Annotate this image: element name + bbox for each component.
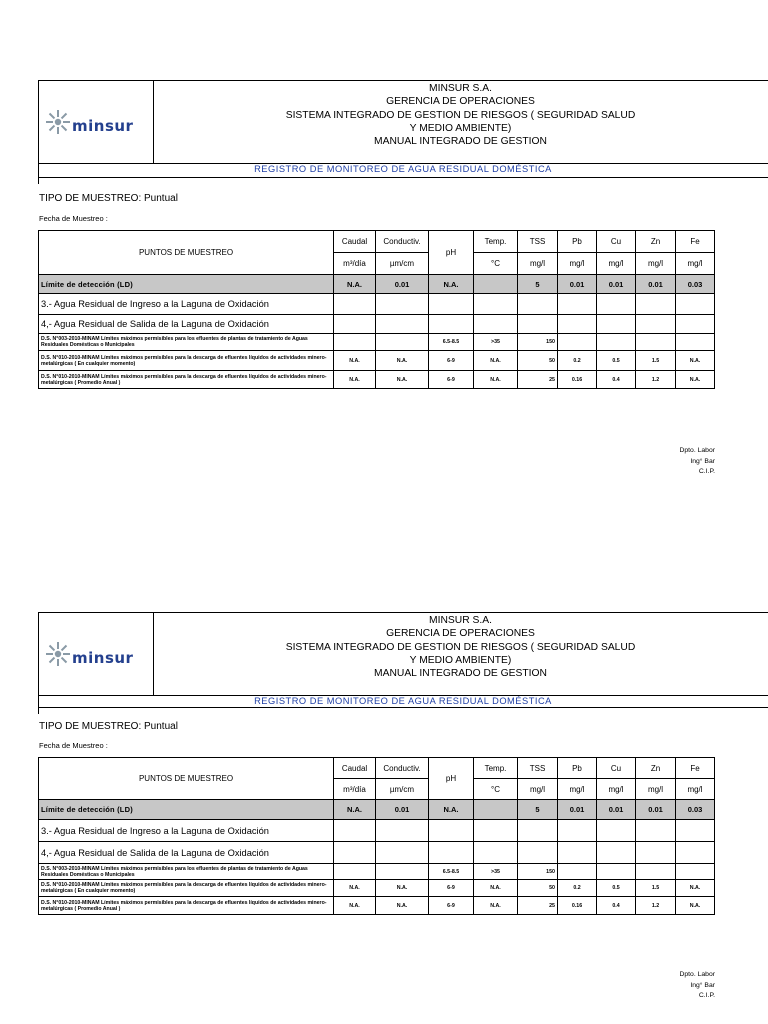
conductiv-unit: µm/cm bbox=[376, 253, 429, 275]
table-cell: 0.2 bbox=[558, 880, 597, 897]
table-row bbox=[39, 880, 715, 897]
department: GERENCIA DE OPERACIONES bbox=[386, 96, 535, 108]
form-1 bbox=[38, 80, 768, 386]
signature-name: Ing° Bar bbox=[690, 981, 715, 989]
fe-unit: mg/l bbox=[676, 779, 715, 800]
table-cell bbox=[334, 334, 376, 351]
point-4-label: 4,- Agua Residual de Salida de la Laguna de Oxidación bbox=[39, 842, 334, 864]
tss-header: TSS bbox=[518, 758, 558, 779]
table-cell: 0.01 bbox=[597, 275, 636, 294]
table-cell: 0.5 bbox=[597, 351, 636, 371]
table-cell: 6-9 bbox=[429, 371, 474, 389]
table-cell: 0.01 bbox=[636, 800, 676, 820]
cu-unit: mg/l bbox=[597, 779, 636, 800]
header-titles bbox=[153, 614, 768, 680]
zn-unit: mg/l bbox=[636, 253, 676, 275]
table-cell: 0.2 bbox=[558, 351, 597, 371]
monitoring-table bbox=[38, 230, 715, 389]
signature-dept: Dpto. Labor bbox=[679, 971, 715, 978]
table-cell: 5 bbox=[518, 275, 558, 294]
conductiv-header: Conductiv. bbox=[376, 231, 429, 253]
header-block bbox=[38, 612, 768, 696]
caudal-header: Caudal bbox=[334, 758, 376, 779]
table-row bbox=[39, 315, 715, 334]
table-cell bbox=[376, 334, 429, 351]
table-cell: N.A. bbox=[676, 371, 715, 389]
caudal-unit: m³/día bbox=[334, 253, 376, 275]
table-cell: N.A. bbox=[474, 371, 518, 389]
table-cell: 1.5 bbox=[636, 351, 676, 371]
temp-header: Temp. bbox=[474, 231, 518, 253]
table-cell: 6-9 bbox=[429, 880, 474, 897]
divider bbox=[38, 707, 768, 708]
puntos-header: PUNTOS DE MUESTREO bbox=[39, 758, 334, 800]
table-row bbox=[39, 864, 715, 880]
table-cell: N.A. bbox=[334, 371, 376, 389]
table-row bbox=[39, 897, 715, 915]
signature-block bbox=[660, 446, 715, 478]
table-cell: N.A. bbox=[429, 800, 474, 820]
ph-header: pH bbox=[429, 231, 474, 275]
table-cell: 0.01 bbox=[558, 800, 597, 820]
minsur-logo bbox=[45, 639, 149, 671]
table-cell bbox=[636, 864, 676, 880]
table-cell: 0.01 bbox=[376, 275, 429, 294]
table-cell: 0.03 bbox=[676, 275, 715, 294]
table-cell: N.A. bbox=[376, 371, 429, 389]
table-cell: 1.2 bbox=[636, 897, 676, 915]
table-cell: 0.01 bbox=[597, 800, 636, 820]
table-cell: 6.5-8.5 bbox=[429, 334, 474, 351]
fecha-muestreo: Fecha de Muestreo : bbox=[39, 741, 108, 750]
pb-header: Pb bbox=[558, 231, 597, 253]
zn-header: Zn bbox=[636, 758, 676, 779]
puntos-header: PUNTOS DE MUESTREO bbox=[39, 231, 334, 275]
table-cell: N.A. bbox=[334, 275, 376, 294]
cu-header: Cu bbox=[597, 758, 636, 779]
system-line-2: Y MEDIO AMBIENTE) bbox=[409, 122, 512, 134]
table-cell: 6-9 bbox=[429, 897, 474, 915]
system-line-1: SISTEMA INTEGRADO DE GESTION DE RIESGOS ( SEGURIDAD SALUD bbox=[285, 109, 636, 121]
manual-title: MANUAL INTEGRADO DE GESTION bbox=[374, 668, 547, 680]
table-cell bbox=[334, 864, 376, 880]
table-cell: 1.5 bbox=[636, 880, 676, 897]
system-line-2: Y MEDIO AMBIENTE) bbox=[409, 654, 512, 666]
table-row bbox=[39, 371, 715, 389]
table-cell: 0.01 bbox=[636, 275, 676, 294]
table-row bbox=[39, 842, 715, 864]
signature-block bbox=[660, 970, 715, 1002]
signature-cip: C.I.P. bbox=[698, 992, 715, 999]
zn-unit: mg/l bbox=[636, 779, 676, 800]
table-cell: N.A. bbox=[376, 897, 429, 915]
temp-unit: °C bbox=[474, 779, 518, 800]
registro-title: REGISTRO DE MONITOREO DE AGUA RESIDUAL DOMÉSTICA bbox=[254, 164, 552, 174]
temp-header: Temp. bbox=[474, 758, 518, 779]
table-cell: >35 bbox=[474, 864, 518, 880]
conductiv-header: Conductiv. bbox=[376, 758, 429, 779]
pb-header: Pb bbox=[558, 758, 597, 779]
cu-unit: mg/l bbox=[597, 253, 636, 275]
company-name: MINSUR S.A. bbox=[429, 615, 492, 626]
table-cell bbox=[636, 334, 676, 351]
ds-010-any-time-label: D.S. N°010-2010-MINAM Límites máximos permisibles para la descarga de efluentes líquidos de actividades minero-metalúrgicas ( En cualquier momento) bbox=[39, 880, 334, 897]
monitoring-table bbox=[38, 757, 715, 915]
ds-010-annual-label: D.S. N°010-2010-MINAM Límites máximos permisibles para la descarga de efluentes líquidos de actividades minero-metalúrgicas ( Promedio Anual ) bbox=[39, 897, 334, 915]
table-cell: 50 bbox=[518, 351, 558, 371]
table-cell: 25 bbox=[518, 897, 558, 915]
ld-row bbox=[39, 800, 715, 820]
ld-label: Límite de detección (LD) bbox=[39, 800, 334, 820]
minsur-logo bbox=[45, 107, 149, 139]
ph-header: pH bbox=[429, 758, 474, 800]
point-4-label: 4,- Agua Residual de Salida de la Laguna de Oxidación bbox=[39, 315, 334, 334]
logo-cell bbox=[38, 81, 154, 163]
fecha-muestreo: Fecha de Muestreo : bbox=[39, 214, 108, 223]
company-name: MINSUR S.A. bbox=[429, 83, 492, 94]
table-cell: 1.2 bbox=[636, 371, 676, 389]
conductiv-unit: µm/cm bbox=[376, 779, 429, 800]
tipo-muestreo: TIPO DE MUESTREO: Puntual bbox=[39, 721, 178, 732]
table-cell: N.A. bbox=[334, 897, 376, 915]
fe-header: Fe bbox=[676, 231, 715, 253]
zn-header: Zn bbox=[636, 231, 676, 253]
system-line-1: SISTEMA INTEGRADO DE GESTION DE RIESGOS ( SEGURIDAD SALUD bbox=[285, 641, 636, 653]
cu-header: Cu bbox=[597, 231, 636, 253]
table-cell bbox=[597, 334, 636, 351]
table-cell: N.A. bbox=[334, 880, 376, 897]
table-cell bbox=[558, 334, 597, 351]
manual-title: MANUAL INTEGRADO DE GESTION bbox=[374, 136, 547, 148]
table-cell: 0.01 bbox=[376, 800, 429, 820]
table-row bbox=[39, 294, 715, 315]
pb-unit: mg/l bbox=[558, 253, 597, 275]
logo-wordmark: minsur bbox=[72, 117, 134, 135]
header-titles bbox=[153, 82, 768, 148]
table-cell: 0.5 bbox=[597, 880, 636, 897]
ld-label: Límite de detección (LD) bbox=[39, 275, 334, 294]
header-block bbox=[38, 80, 768, 164]
table-cell: 5 bbox=[518, 800, 558, 820]
ds-010-any-time-label: D.S. N°010-2010-MINAM Límites máximos permisibles para la descarga de efluentes líquidos de actividades minero-metalúrgicas ( En cualquier momento) bbox=[39, 351, 334, 371]
table-cell: N.A. bbox=[376, 351, 429, 371]
table-cell bbox=[474, 800, 518, 820]
registro-title: REGISTRO DE MONITOREO DE AGUA RESIDUAL DOMÉSTICA bbox=[254, 696, 552, 706]
caudal-unit: m³/día bbox=[334, 779, 376, 800]
table-cell: 0.16 bbox=[558, 371, 597, 389]
table-row bbox=[39, 351, 715, 371]
table-cell: 25 bbox=[518, 371, 558, 389]
tss-header: TSS bbox=[518, 231, 558, 253]
divider bbox=[38, 177, 768, 178]
table-cell: N.A. bbox=[334, 351, 376, 371]
signature-dept: Dpto. Labor bbox=[679, 447, 715, 454]
table-cell: >35 bbox=[474, 334, 518, 351]
sunburst-icon bbox=[45, 109, 71, 135]
table-cell: N.A. bbox=[474, 897, 518, 915]
table-cell: N.A. bbox=[676, 897, 715, 915]
table-cell: 0.01 bbox=[558, 275, 597, 294]
tss-unit: mg/l bbox=[518, 779, 558, 800]
ds-010-annual-label: D.S. N°010-2010-MINAM Límites máximos permisibles para la descarga de efluentes líquidos de actividades minero-metalúrgicas ( Promedio Anual ) bbox=[39, 371, 334, 389]
ds-003-label: D.S. N°003-2010-MINAM Límites máximos permisibles para los efluentes de plantas de tratamiento de Aguas Residuales Domésticas o Municipales bbox=[39, 864, 334, 880]
form-2 bbox=[38, 612, 768, 912]
table-cell: 0.16 bbox=[558, 897, 597, 915]
table-cell: 0.4 bbox=[597, 897, 636, 915]
table-cell: 150 bbox=[518, 334, 558, 351]
ds-003-label: D.S. N°003-2010-MINAM Límites máximos permisibles para los efluentes de plantas de tratamiento de Aguas Residuales Domésticas o Municipales bbox=[39, 334, 334, 351]
point-3-label: 3.- Agua Residual de Ingreso a la Laguna de Oxidación bbox=[39, 294, 334, 315]
table-cell: 50 bbox=[518, 880, 558, 897]
table-cell bbox=[376, 864, 429, 880]
sunburst-icon bbox=[45, 641, 71, 667]
signature-cip: C.I.P. bbox=[698, 468, 715, 475]
ld-row bbox=[39, 275, 715, 294]
table-cell: N.A. bbox=[676, 351, 715, 371]
point-3-label: 3.- Agua Residual de Ingreso a la Laguna de Oxidación bbox=[39, 820, 334, 842]
table-cell bbox=[676, 334, 715, 351]
table-cell: N.A. bbox=[676, 880, 715, 897]
temp-unit: °C bbox=[474, 253, 518, 275]
table-row bbox=[39, 820, 715, 842]
table-cell bbox=[558, 864, 597, 880]
tipo-muestreo: TIPO DE MUESTREO: Puntual bbox=[39, 193, 178, 204]
table-cell: N.A. bbox=[429, 275, 474, 294]
table-cell bbox=[474, 275, 518, 294]
fe-unit: mg/l bbox=[676, 253, 715, 275]
fe-header: Fe bbox=[676, 758, 715, 779]
table-row bbox=[39, 334, 715, 351]
table-cell bbox=[597, 864, 636, 880]
table-cell: 150 bbox=[518, 864, 558, 880]
logo-cell bbox=[38, 613, 154, 695]
table-cell: 6.5-8.5 bbox=[429, 864, 474, 880]
table-cell: N.A. bbox=[334, 800, 376, 820]
signature-name: Ing° Bar bbox=[690, 457, 715, 465]
table-cell: N.A. bbox=[474, 880, 518, 897]
table-cell: 0.03 bbox=[676, 800, 715, 820]
logo-wordmark: minsur bbox=[72, 649, 134, 667]
pb-unit: mg/l bbox=[558, 779, 597, 800]
table-cell: N.A. bbox=[376, 880, 429, 897]
table-cell bbox=[676, 864, 715, 880]
table-cell: N.A. bbox=[474, 351, 518, 371]
department: GERENCIA DE OPERACIONES bbox=[386, 628, 535, 640]
tss-unit: mg/l bbox=[518, 253, 558, 275]
caudal-header: Caudal bbox=[334, 231, 376, 253]
table-cell: 0.4 bbox=[597, 371, 636, 389]
table-cell: 6-9 bbox=[429, 351, 474, 371]
